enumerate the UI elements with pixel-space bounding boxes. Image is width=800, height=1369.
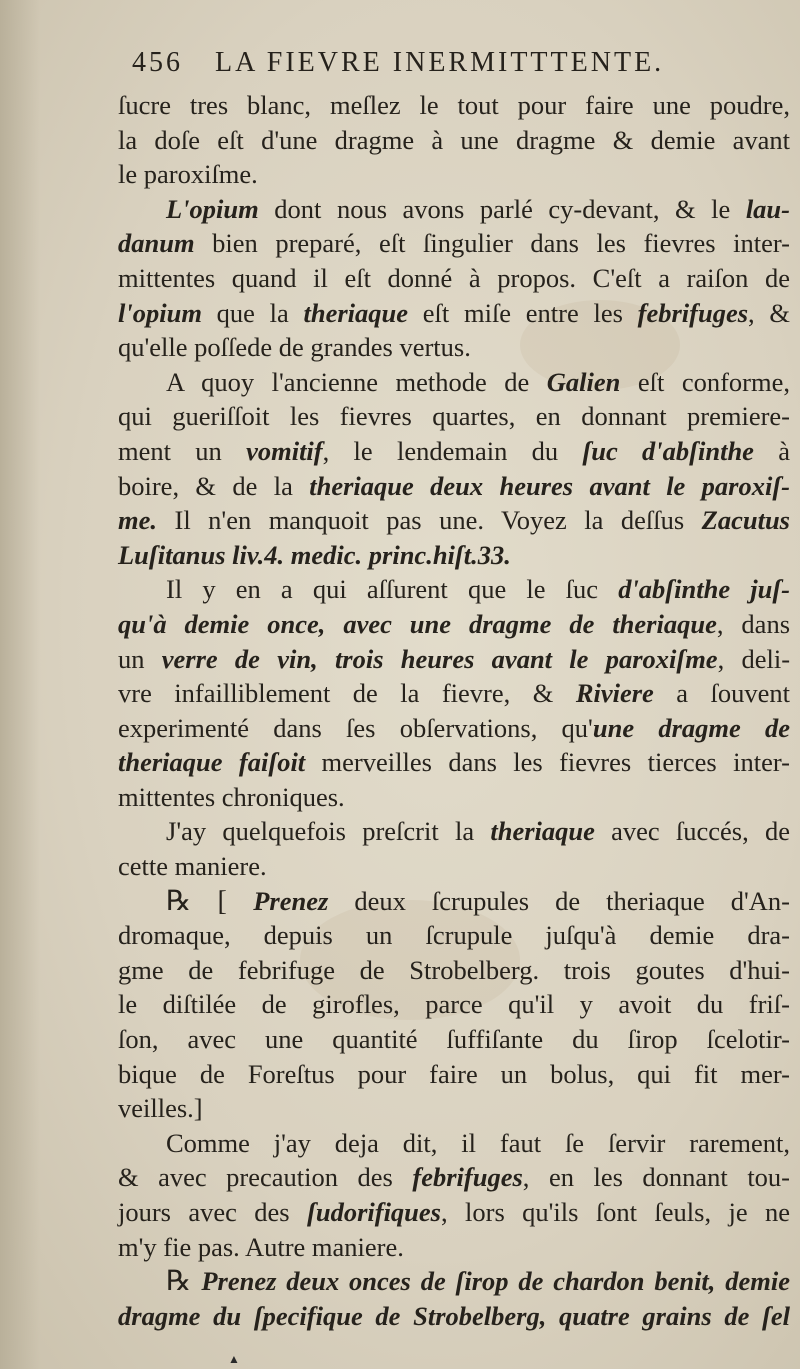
text-span: d'abſinthe juſ-: [618, 574, 790, 605]
text-span: Il y en a qui aſſurent que le ſuc: [166, 574, 619, 605]
text-span: une dragme de: [592, 712, 791, 743]
text-line: [118, 572, 790, 607]
text-span: eſt miſe entre les: [408, 297, 638, 328]
text-line: [118, 780, 790, 815]
text-line: [118, 434, 790, 469]
text-line: [118, 607, 790, 642]
text-span: le paroxiſme.: [118, 159, 258, 190]
text-span: Il n'en manquoit pas une. Voyez la deſſus: [157, 505, 702, 536]
text-span: lau-: [745, 193, 790, 224]
text-span: Prenez deux onces de ſirop de chardon benit, demie: [201, 1266, 790, 1297]
text-span: ment un: [118, 435, 247, 466]
text-line: [118, 1091, 790, 1126]
text-line: [118, 918, 790, 953]
text-span: Galien: [546, 366, 621, 397]
text-span: la doſe eſt d'une dragme à une dragme & demie avant: [118, 124, 790, 155]
text-span: le diſtilée de girofles, parce qu'il y avoit du friſ-: [118, 989, 790, 1020]
text-span: , &: [748, 297, 790, 328]
text-span: Prenez: [253, 885, 329, 916]
text-span: vre infailliblement de la fievre, &: [118, 678, 576, 709]
text-span: J'ay quelquefois preſcrit la: [166, 816, 491, 847]
text-line: [118, 745, 790, 780]
text-span: theriaque: [303, 297, 409, 328]
text-line: [118, 123, 790, 158]
text-line: [118, 88, 790, 123]
text-span: ℞: [166, 1266, 202, 1298]
text-span: mittentes quand il eſt donné à propos. C'eſt a raiſon de: [118, 262, 790, 293]
text-line: [118, 987, 790, 1022]
spine-shadow: [0, 0, 40, 1369]
text-line: [118, 157, 790, 192]
text-span: eſt conforme,: [620, 366, 791, 397]
text-line: [118, 1160, 790, 1195]
text-span: mittentes chroniques.: [118, 781, 345, 812]
text-span: qu'elle poſſede de grandes vertus.: [118, 332, 471, 363]
text-span: Riviere: [575, 678, 654, 709]
text-span: à: [753, 435, 791, 466]
text-span: Zacutus: [701, 505, 790, 536]
running-title: LA FIEVRE INERMITTTENTE.: [215, 47, 665, 78]
text-span: ſuc d'abſinthe: [582, 435, 754, 466]
text-span: bique de Foreſtus pour faire un bolus, qui fit mer-: [118, 1058, 790, 1089]
text-line: [118, 1299, 790, 1334]
text-span: , deli-: [717, 643, 791, 674]
text-span: me.: [118, 505, 157, 536]
text-span: L'opium: [166, 193, 259, 224]
text-line: [118, 192, 790, 227]
text-span: qui gueriſſoit les fievres quartes, en donnant premiere-: [118, 401, 790, 432]
page-number: 456: [132, 47, 183, 78]
text-span: , le lendemain du: [322, 435, 583, 466]
text-line: [118, 1022, 790, 1057]
text-span: dragme du ſpecifique de Strobelberg, quatre grains de ſel: [118, 1300, 790, 1331]
text-span: qu'à demie once, avec une dragme de theriaque: [118, 608, 717, 639]
page-text: [118, 42, 790, 1333]
text-span: febrifuges: [637, 297, 749, 328]
text-line: [118, 884, 790, 919]
text-span: deux ſcrupules de theriaque d'An-: [328, 885, 790, 916]
text-line: [118, 469, 790, 504]
text-span: ℞ [: [166, 885, 254, 917]
text-line: [118, 953, 790, 988]
text-span: , en les donnant tou-: [522, 1162, 791, 1193]
text-span: jours avec des: [118, 1197, 307, 1227]
text-line: [118, 226, 790, 261]
text-span: experimenté dans ſes obſervations, qu': [118, 712, 593, 743]
text-span: verre de vin, trois heures avant le paroxiſme: [161, 643, 718, 674]
text-span: ſon, avec une quantité ſuffiſante du ſirop ſcelotir-: [118, 1024, 790, 1055]
text-span: veilles.]: [118, 1093, 203, 1124]
text-line: [118, 814, 790, 849]
text-line: [118, 296, 790, 331]
text-span: Comme j'ay deja dit, il faut ſe ſervir rarement,: [166, 1127, 790, 1158]
running-header: [132, 42, 790, 84]
text-span: cette maniere.: [118, 851, 267, 882]
text-span: bien preparé, eſt ſingulier dans les fievres inter-: [194, 228, 790, 259]
text-span: dromaque, depuis un ſcrupule juſqu'à demie dra-: [118, 920, 790, 951]
text-span: vomitif: [246, 435, 323, 466]
text-span: danum: [118, 228, 195, 259]
text-line: [118, 538, 790, 573]
text-line: [118, 261, 790, 296]
text-line: [118, 1126, 790, 1161]
text-span: dont nous avons parlé cy-devant, & le: [258, 193, 746, 224]
text-span: boire, & de la: [118, 470, 310, 501]
text-line: [118, 642, 790, 677]
text-span: un: [118, 643, 162, 674]
text-span: , lors qu'ils ſont ſeuls, je ne: [441, 1197, 790, 1227]
text-span: m'y fie pas. Autre maniere.: [118, 1231, 404, 1262]
text-span: a ſouvent: [653, 678, 790, 709]
text-span: gme de febrifuge de Strobelberg. trois goutes d'hui-: [118, 954, 790, 985]
text-span: A quoy l'ancienne methode de: [166, 366, 547, 397]
text-line: [118, 399, 790, 434]
text-span: l'opium: [118, 297, 202, 328]
text-line: [118, 1264, 790, 1299]
text-span: ſudorifiques: [307, 1197, 441, 1227]
text-span: theriaque deux heures avant le paroxiſ-: [309, 470, 790, 501]
text-span: avec ſuccés, de: [594, 816, 790, 847]
text-line: [118, 1195, 790, 1230]
text-line: [118, 503, 790, 538]
text-line: [118, 1057, 790, 1092]
text-line: [118, 849, 790, 884]
text-span: Luſitanus liv.4. medic. princ.hiſt.33.: [118, 539, 511, 570]
text-span: febrifuges: [412, 1162, 523, 1193]
text-line: [118, 365, 790, 400]
text-line: [118, 711, 790, 746]
text-line: [118, 1230, 790, 1265]
text-line: [118, 330, 790, 365]
text-span: merveilles dans les fievres tierces inter-: [305, 747, 790, 778]
text-span: theriaque faiſoit: [118, 747, 306, 778]
text-span: , dans: [716, 608, 791, 639]
text-span: que la: [201, 297, 304, 328]
text-span: theriaque: [490, 816, 595, 847]
text-line: [118, 676, 790, 711]
text-span: & avec precaution des: [118, 1162, 413, 1193]
ink-mark: ▲: [228, 1352, 240, 1366]
text-span: ſucre tres blanc, meſlez le tout pour faire une poudre,: [118, 90, 790, 120]
